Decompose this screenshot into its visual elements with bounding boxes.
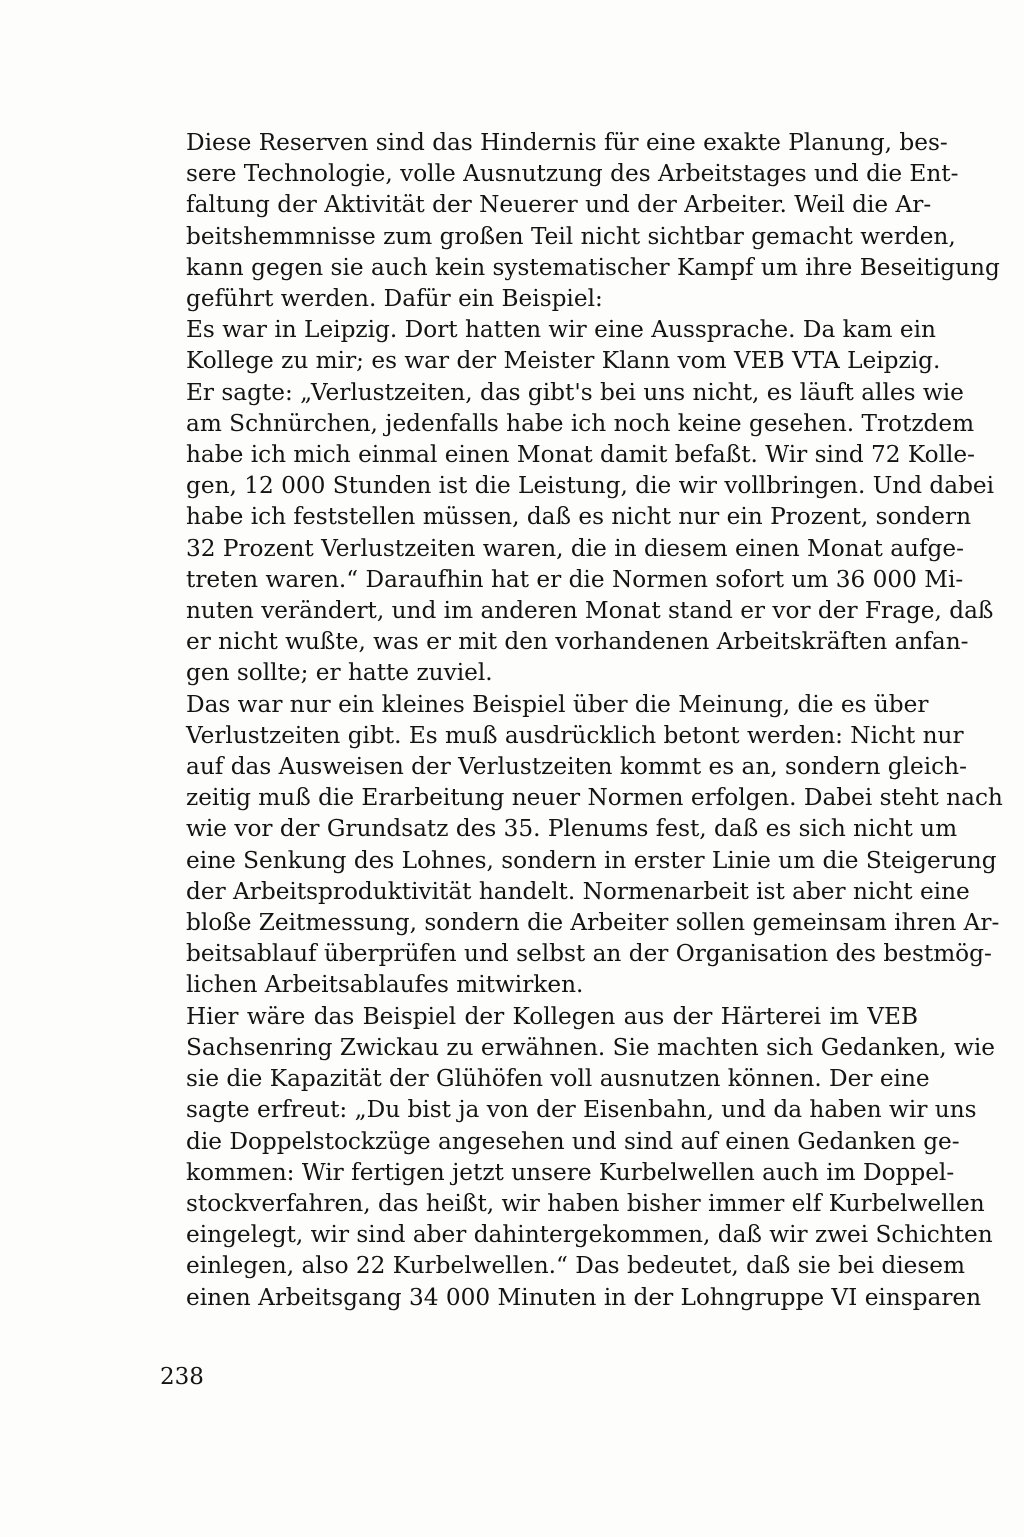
text-line: Sachsenring Zwickau zu erwähnen. Sie machten sich Gedanken, wie (186, 1033, 995, 1061)
text-line: nuten verändert, und im anderen Monat stand er vor der Frage, daß (186, 597, 994, 625)
text-line: 32 Prozent Verlustzeiten waren, die in diesem einen Monat aufge- (186, 534, 964, 562)
text-line: er nicht wußte, was er mit den vorhandenen Arbeitskräften anfan- (186, 628, 969, 656)
body-text (158, 127, 1003, 1313)
text-line: habe ich mich einmal einen Monat damit befaßt. Wir sind 72 Kolle- (186, 441, 975, 469)
text-line: sagte erfreut: „Du bist ja von der Eisenbahn, und da haben wir uns (186, 1096, 977, 1124)
text-line: Verlustzeiten gibt. Es muß ausdrücklich betont werden: Nicht nur (186, 721, 964, 749)
text-line: der Arbeitsproduktivität handelt. Normenarbeit ist aber nicht eine (186, 877, 970, 905)
text-line: Hier wäre das Beispiel der Kollegen aus der Härterei im VEB (186, 1002, 918, 1030)
paragraph (158, 1001, 995, 1313)
text-line: Kollege zu mir; es war der Meister Klann vom VEB VTA Leipzig. (186, 347, 941, 375)
paragraph (158, 314, 995, 688)
text-line: kann gegen sie auch kein systematischer Kampf um ihre Beseitigung (186, 253, 1000, 281)
text-line: die Doppelstockzüge angesehen und sind auf einen Gedanken ge- (186, 1127, 960, 1155)
text-line: eine Senkung des Lohnes, sondern in erster Linie um die Steigerung (186, 846, 997, 874)
text-line: beitshemmnisse zum großen Teil nicht sichtbar gemacht werden, (186, 222, 956, 250)
text-line: sere Technologie, volle Ausnutzung des Arbeitstages und die Ent- (186, 160, 959, 188)
text-line: eingelegt, wir sind aber dahintergekommen, daß wir zwei Schichten (186, 1221, 993, 1249)
text-line: einen Arbeitsgang 34 000 Minuten in der Lohngruppe VI einsparen (186, 1283, 982, 1311)
text-line: Es war in Leipzig. Dort hatten wir eine Aussprache. Da kam ein (186, 316, 936, 344)
text-line: bloße Zeitmessung, sondern die Arbeiter sollen gemeinsam ihren Ar- (186, 909, 1000, 937)
paragraph (158, 127, 1000, 314)
text-line: lichen Arbeitsablaufes mitwirken. (186, 971, 584, 999)
text-line: Das war nur ein kleines Beispiel über die Meinung, die es über (186, 690, 929, 718)
text-line: habe ich feststellen müssen, daß es nicht nur ein Prozent, sondern (186, 503, 972, 531)
text-line: Diese Reserven sind das Hindernis für eine exakte Planung, bes- (186, 129, 948, 156)
text-line: Er sagte: „Verlustzeiten, das gibt's bei uns nicht, es läuft alles wie (186, 378, 964, 406)
text-line: beitsablauf überprüfen und selbst an der Organisation des bestmög- (186, 940, 992, 968)
text-line: sie die Kapazität der Glühöfen voll ausnutzen können. Der eine (186, 1065, 930, 1093)
text-line: auf das Ausweisen der Verlustzeiten kommt es an, sondern gleich- (186, 753, 967, 781)
text-line: kommen: Wir fertigen jetzt unsere Kurbelwellen auch im Doppel- (186, 1158, 955, 1186)
page-number: 238 (160, 1364, 204, 1390)
text-line: zeitig muß die Erarbeitung neuer Normen erfolgen. Dabei steht nach (186, 784, 1003, 812)
text-line: wie vor der Grundsatz des 35. Plenums fest, daß es sich nicht um (186, 815, 958, 843)
text-line: geführt werden. Dafür ein Beispiel: (186, 285, 603, 313)
text-line: gen, 12 000 Stunden ist die Leistung, die wir vollbringen. Und dabei (186, 472, 995, 500)
text-line: gen sollte; er hatte zuviel. (186, 659, 493, 687)
text-line: treten waren.“ Daraufhin hat er die Normen sofort um 36 000 Mi- (186, 565, 964, 593)
paragraph (158, 689, 1003, 1001)
text-line: stockverfahren, das heißt, wir haben bisher immer elf Kurbelwellen (186, 1189, 985, 1217)
text-line: faltung der Aktivität der Neuerer und der Arbeiter. Weil die Ar- (186, 191, 932, 219)
text-line: einlegen, also 22 Kurbelwellen.“ Das bedeutet, daß sie bei diesem (186, 1252, 965, 1280)
text-line: am Schnürchen, jedenfalls habe ich noch keine gesehen. Trotzdem (186, 409, 975, 437)
